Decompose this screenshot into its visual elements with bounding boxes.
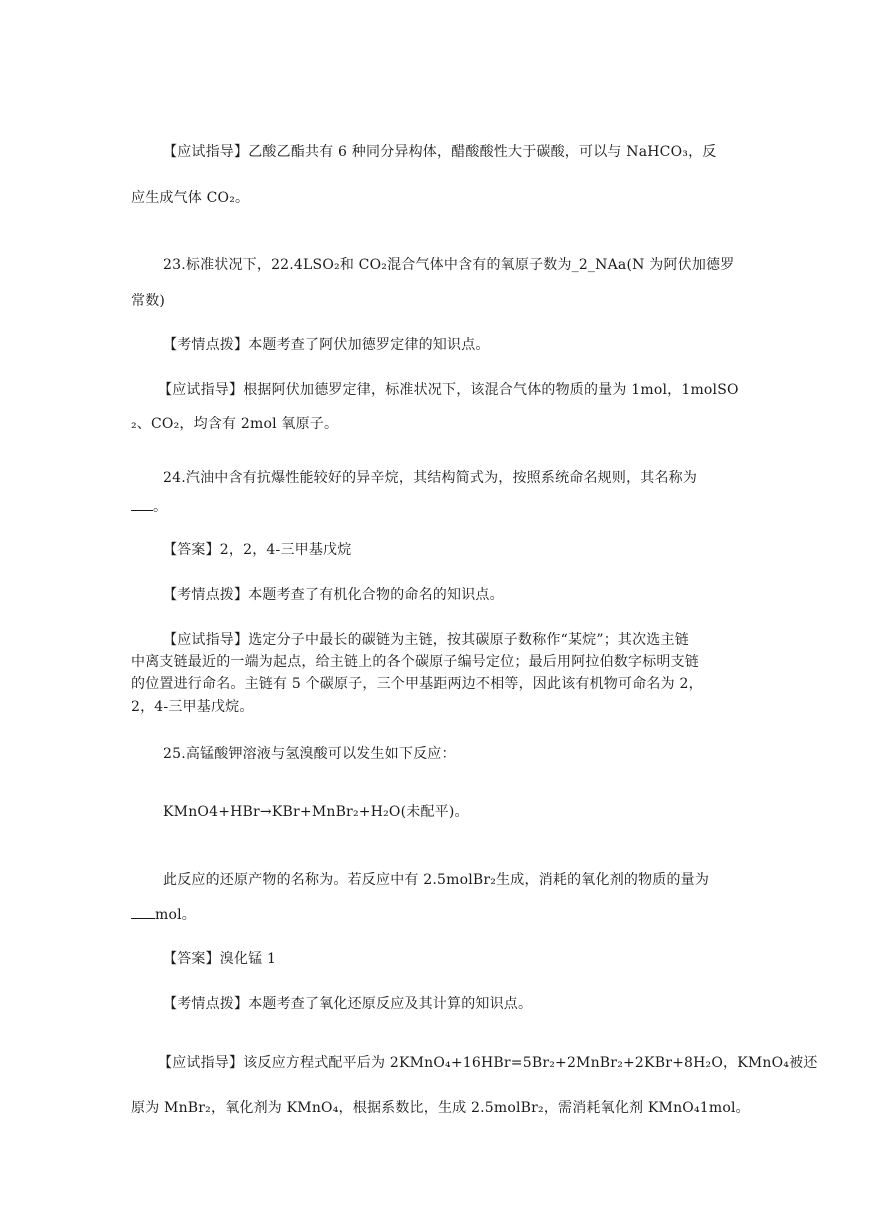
analysis-note: 【考情点拨】本题考查了氧化还原反应及其计算的知识点。 xyxy=(163,996,533,1012)
question-23-line: 常数) xyxy=(131,293,166,309)
paragraph-line: 【应试指导】乙酸乙酯共有 6 种同分异构体，醋酸酸性大于碳酸，可以与 NaHCO₃，反 xyxy=(163,144,717,160)
guidance-line: ₂、CO₂，均含有 2mol 氧原子。 xyxy=(131,416,339,432)
guidance-line: 【应试指导】选定分子中最长的碳链为主链，按其碳原子数称作“某烷”；其次选主链 xyxy=(163,632,689,648)
question-25-line: 25.高锰酸钾溶液与氢溴酸可以发生如下反应： xyxy=(163,746,456,762)
guidance-line: 【应试指导】根据阿伏加德罗定律，标准状况下，该混合气体的物质的量为 1mol，1molSO xyxy=(158,382,739,398)
question-25-suffix: mol。 xyxy=(155,907,196,923)
question-24-suffix: 。 xyxy=(153,499,168,515)
question-24-line xyxy=(131,496,167,517)
reaction-equation: KMnO4+HBr→KBr+MnBr₂+H₂O(未配平)。 xyxy=(163,804,469,820)
answer-line: 【答案】2，2，4-三甲基戊烷 xyxy=(163,542,352,558)
analysis-note: 【考情点拨】本题考查了阿伏加德罗定律的知识点。 xyxy=(163,337,490,353)
analysis-note: 【考情点拨】本题考查了有机化合物的命名的知识点。 xyxy=(163,587,504,603)
guidance-line: 的位置进行命名。主链有 5 个碳原子，三个甲基距两边不相等，因此该有机物可命名为 2， xyxy=(131,676,703,692)
question-24-line: 24.汽油中含有抗爆性能较好的异辛烷，其结构简式为，按照系统命名规则，其名称为 xyxy=(163,470,698,486)
answer-blank xyxy=(131,496,153,511)
guidance-line: 原为 MnBr₂，氧化剂为 KMnO₄，根据系数比，生成 2.5molBr₂，需消耗氧化剂 KMnO₄1mol。 xyxy=(131,1100,750,1116)
answer-blank xyxy=(131,904,155,919)
question-25-line xyxy=(131,904,196,925)
guidance-line: 中离支链最近的一端为起点，给主链上的各个碳原子编号定位；最后用阿拉伯数字标明支链 xyxy=(131,654,699,670)
question-23-line: 23.标准状况下，22.4LSO₂和 CO₂混合气体中含有的氧原子数为_2_NAa(N 为阿伏加德罗 xyxy=(163,257,735,273)
question-25-line: 此反应的还原产物的名称为。若反应中有 2.5molBr₂生成，消耗的氧化剂的物质的量为 xyxy=(163,872,710,888)
answer-line: 【答案】溴化锰 1 xyxy=(163,951,277,967)
paragraph-line: 应生成气体 CO₂。 xyxy=(131,190,250,206)
guidance-line: 【应试指导】该反应方程式配平后为 2KMnO₄+16HBr=5Br₂+2MnBr₂+2KBr+8H₂O，KMnO₄被还 xyxy=(158,1055,818,1071)
guidance-line: 2，4-三甲基戊烷。 xyxy=(131,699,254,715)
